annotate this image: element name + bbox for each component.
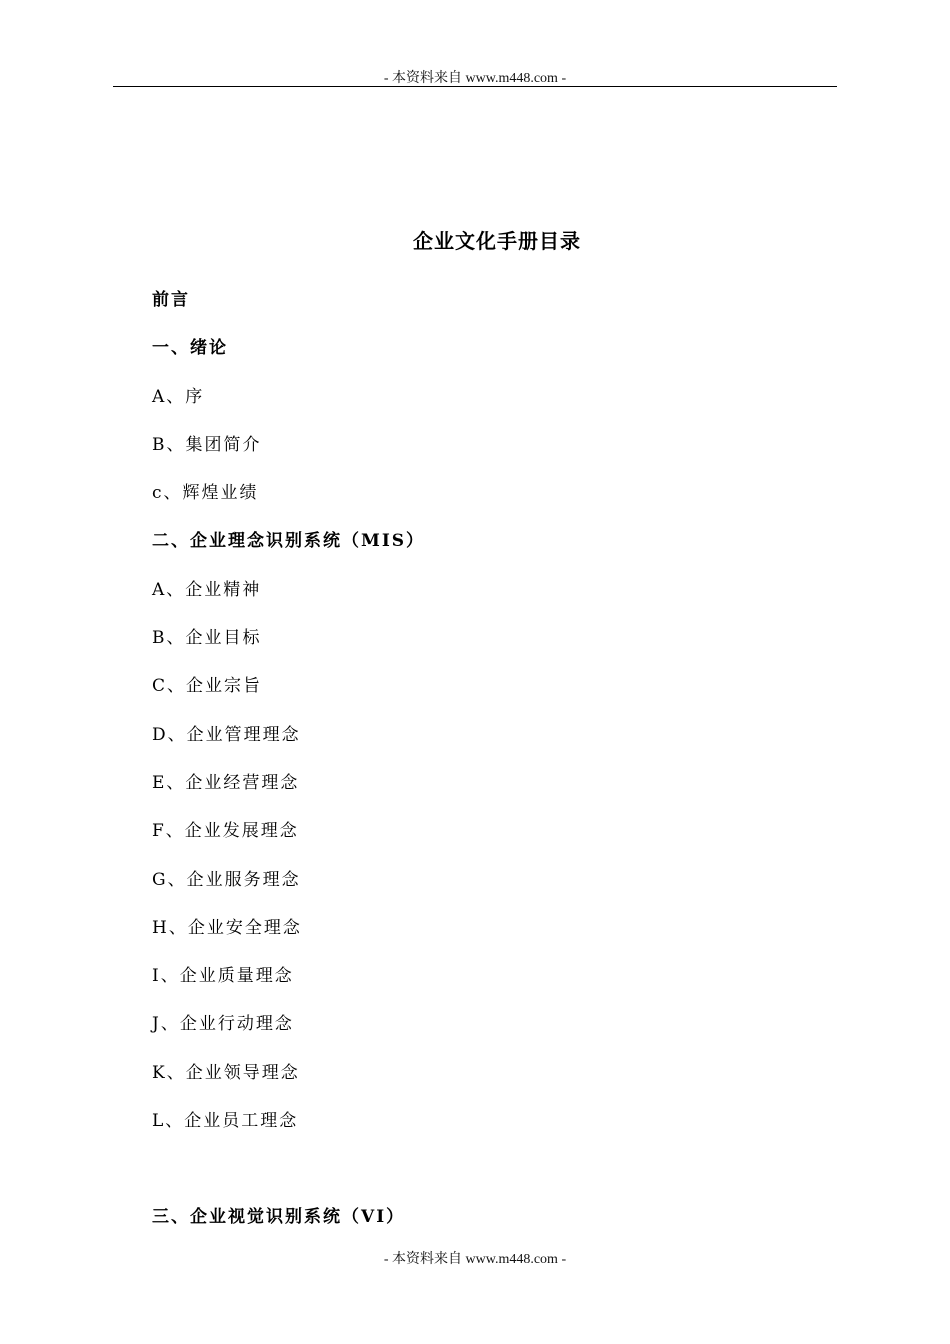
- table-of-contents: [152, 288, 425, 1254]
- document-title: 企业文化手册目录: [413, 229, 581, 253]
- toc-heading: 二、企业理念识别系统（MIS）: [152, 531, 426, 552]
- page-footer: - 本资料来自 www.m448.com -: [383, 1252, 567, 1267]
- toc-item: D、企业管理理念: [152, 724, 301, 745]
- toc-item: K、企业领导理念: [152, 1062, 300, 1083]
- toc-item: A、序: [152, 386, 205, 407]
- toc-item: E、企业经营理念: [152, 772, 300, 793]
- page-header: - 本资料来自 www.m448.com -: [383, 71, 567, 86]
- toc-heading: 前言: [152, 290, 190, 310]
- toc-item: I、企业质量理念: [152, 966, 294, 987]
- toc-item: B、企业目标: [152, 628, 262, 649]
- toc-item: J、企业行动理念: [152, 1014, 294, 1035]
- toc-item: H、企业安全理念: [152, 917, 302, 938]
- toc-heading: 三、企业视觉识别系统（VI）: [152, 1207, 406, 1228]
- header-rule: [113, 86, 837, 87]
- toc-item: G、企业服务理念: [152, 869, 301, 890]
- toc-item: B、集团简介: [152, 434, 262, 455]
- toc-item: L、企业员工理念: [152, 1111, 299, 1132]
- toc-item: C、企业宗旨: [152, 676, 263, 697]
- toc-item: c、辉煌业绩: [152, 483, 259, 504]
- toc-item: A、企业精神: [152, 579, 262, 600]
- toc-item: F、企业发展理念: [152, 821, 299, 842]
- toc-heading: 一、绪论: [152, 338, 228, 359]
